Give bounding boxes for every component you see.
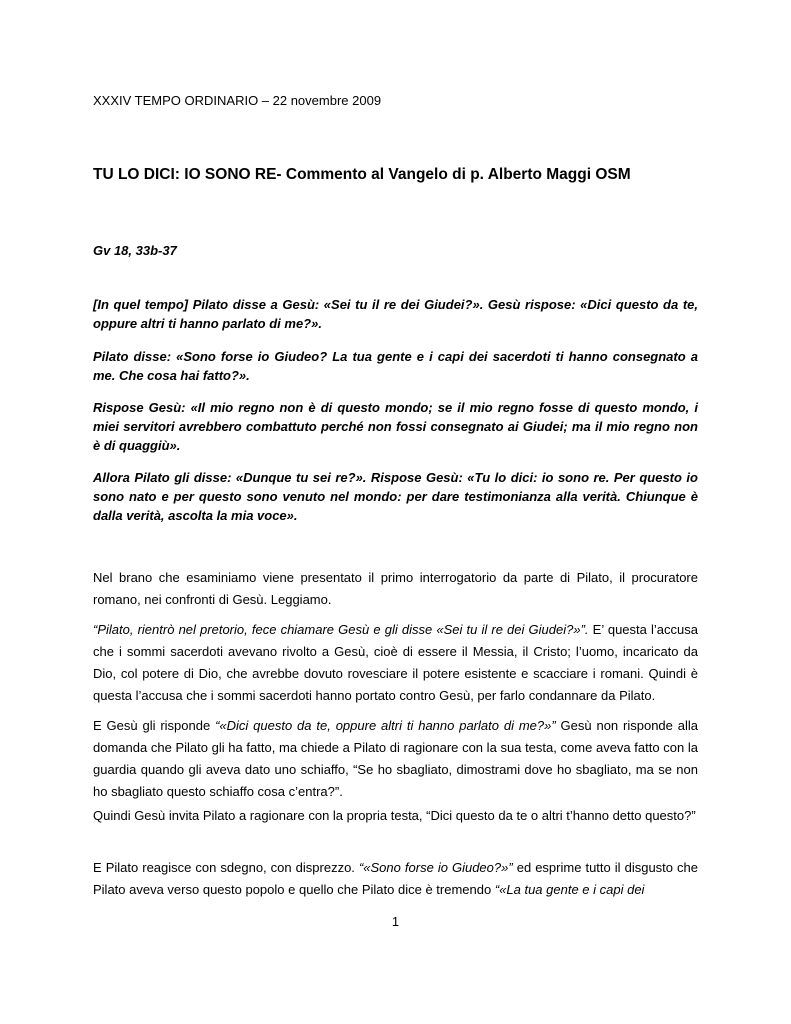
gospel-reference: Gv 18, 33b-37 [93,243,177,258]
commentary-paragraph: Nel brano che esaminiamo viene presentato il primo interrogatorio da parte di Pilato, il procuratore romano, nei confronti di Gesù. Leggiamo. [93,570,698,607]
commentary-text: E Gesù gli risponde [93,718,216,733]
commentary-text: E Pilato reagisce con sdegno, con disprezzo. [93,860,359,875]
gospel-verse: [In quel tempo] Pilato disse a Gesù: «Sei tu il re dei Giudei?». Gesù rispose: «Dici questo da te, oppure altri ti hanno parlato di me?». [93,297,698,331]
commentary-paragraph: Quindi Gesù invita Pilato a ragionare con la propria testa, “Dici questo da te o altri t’hanno detto questo?” [93,808,696,823]
liturgical-date-header: XXXIV TEMPO ORDINARIO – 22 novembre 2009 [93,93,382,108]
commentary-text: E’ questa l’accusa che i sommi sacerdoti avevano rivolto a Gesù, cioè di essere il Messia, il Cristo; l’uomo, incaricato da Dio, col potere di Dio, che avrebbe dovuto rovesciare il potere esistente e scacciare i romani. Quindi è questa l’accusa che i sommi sacerdoti hanno portato contro Gesù, per farlo condannare da Pilato. [93,622,698,703]
document-title: TU LO DICI: IO SONO RE- Commento al Vangelo di p. Alberto Maggi OSM [93,166,631,183]
gospel-verse: Rispose Gesù: «Il mio regno non è di questo mondo; se il mio regno fosse di questo mondo, i miei servitori avrebbero combattuto perché non fossi consegnato ai Giudei; ma il mio regno non è di quaggiù». [93,400,698,453]
commentary-paragraph [93,715,698,803]
gospel-verse: Pilato disse: «Sono forse io Giudeo? La tua gente e i capi dei sacerdoti ti hanno consegnato a me. Che cosa hai fatto?». [93,349,698,383]
commentary-text: Gesù non risponde alla domanda che Pilato gli ha fatto, ma chiede a Pilato di ragionare con la sua testa, come aveva fatto con la guardia quando gli aveva dato uno schiaffo, “Se ho sbagliato, dimostrami dove ho sbagliato, ma se non ho sbagliato questo schiaffo cosa c’entra?”. [93,718,698,799]
commentary-paragraph [93,619,698,707]
commentary-text: ed esprime tutto il disgusto che Pilato aveva verso questo popolo e quello che Pilato dice è tremendo [93,860,698,897]
gospel-quote: “«La tua gente e i capi dei [494,882,645,897]
gospel-quote: “Pilato, rientrò nel pretorio, fece chiamare Gesù e gli disse «Sei tu il re dei Giudei?»”. [93,622,589,637]
page-number: 1 [391,914,400,929]
commentary-paragraph [93,857,698,901]
gospel-quote: “«Sono forse io Giudeo?»” [358,860,513,875]
gospel-verse: Allora Pilato gli disse: «Dunque tu sei re?». Rispose Gesù: «Tu lo dici: io sono re. Per questo io sono nato e per questo sono venuto nel mondo: per dare testimonianza alla verità. Chiunque è dalla verità, ascolta la mia voce». [93,470,698,523]
gospel-quote: “«Dici questo da te, oppure altri ti hanno parlato di me?»” [215,718,556,733]
